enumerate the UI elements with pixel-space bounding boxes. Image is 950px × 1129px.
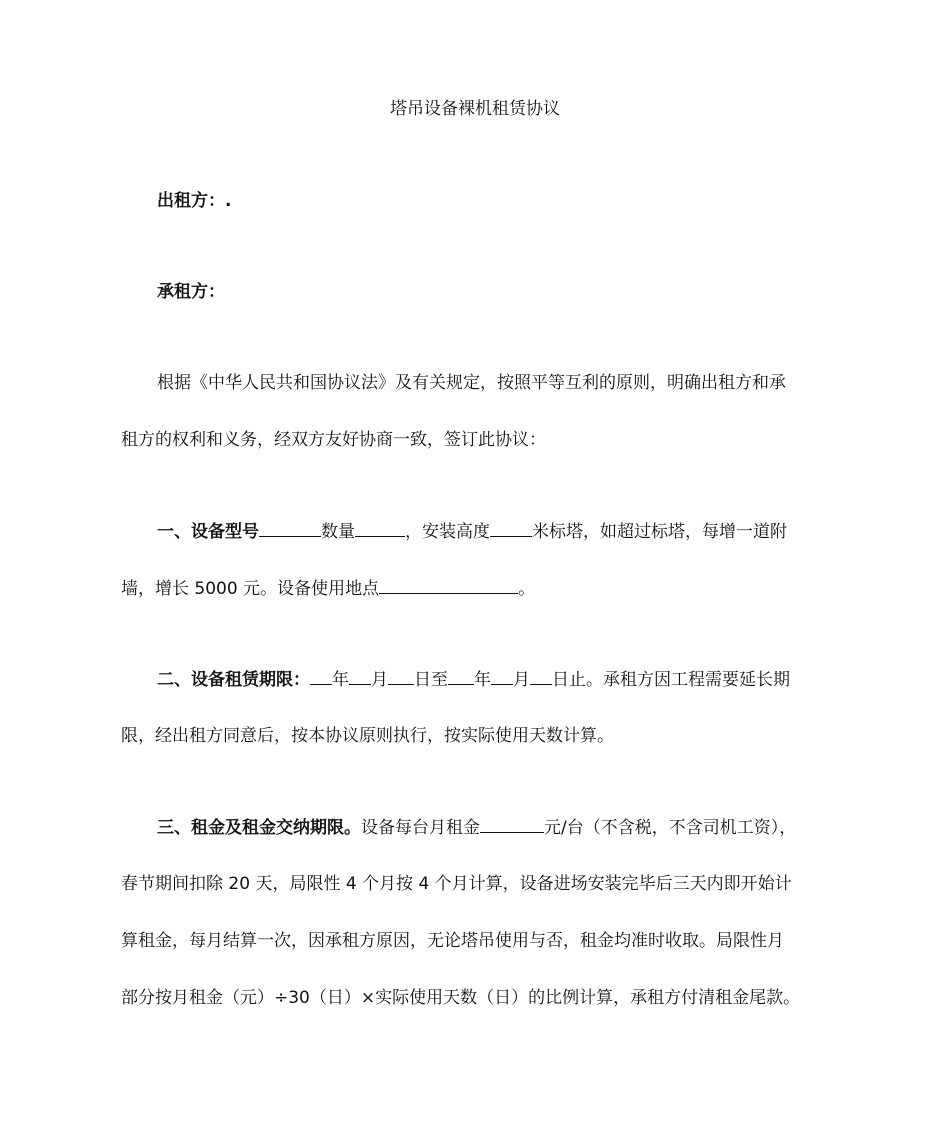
clause-2-heading: 二、设备租赁期限： <box>157 670 310 690</box>
height-label: ，安装高度 <box>405 522 490 542</box>
clause-1-line-2-head: 墙，增长 5000 元。设备使用地点 <box>121 579 380 599</box>
clause-2-line-2: 限，经出租方同意后，按本协议原则执行，按实际使用天数计算。 <box>121 726 614 746</box>
end-month-blank <box>491 666 513 685</box>
end-day-blank <box>530 666 552 685</box>
end-day-label: 日止。承租方因工程需要延长期 <box>552 670 790 690</box>
clause-3-line-1-tail: 元/台（不含税，不含司机工资）， <box>544 818 797 838</box>
end-year-blank <box>448 666 474 685</box>
clause-1-line-2-end: 。 <box>518 579 536 599</box>
quantity-blank <box>355 518 405 537</box>
start-day-blank <box>388 666 414 685</box>
start-year-label: 年 <box>332 670 349 690</box>
clause-1-line-1-tail: 米标塔，如超过标塔，每增一道附 <box>532 522 787 542</box>
clause-3-heading: 三、租金及租金交纳期限。 <box>157 818 361 838</box>
clause-1-line-2 <box>121 575 535 602</box>
quantity-label: 数量 <box>321 522 355 542</box>
end-month-label: 月 <box>513 670 530 690</box>
clause-3-line-1 <box>157 814 796 841</box>
start-day-label: 日至 <box>414 670 448 690</box>
document-title: 塔吊设备裸机租赁协议 <box>390 99 560 119</box>
clause-1-heading: 一、设备型号 <box>157 522 259 542</box>
lessee-label: 承租方： <box>157 282 225 302</box>
lessor-label: 出租方：. <box>157 191 232 211</box>
clause-1-line-1 <box>157 518 787 545</box>
clause-3-line-4: 部分按月租金（元）÷30（日）×实际使用天数（日）的比例计算，承租方付清租金尾款。 <box>121 988 801 1008</box>
preamble-line-1: 根据《中华人民共和国协议法》及有关规定，按照平等互利的原则，明确出租方和承 <box>157 373 786 393</box>
end-year-label: 年 <box>474 670 491 690</box>
start-year-blank <box>310 666 332 685</box>
start-month-label: 月 <box>371 670 388 690</box>
clause-3-line-1-text: 设备每台月租金 <box>361 818 480 838</box>
clause-3-line-3: 算租金，每月结算一次，因承租方原因，无论塔吊使用与否，租金均准时收取。局限性月 <box>121 931 784 951</box>
location-blank <box>379 575 518 594</box>
clause-3-line-2: 春节期间扣除 20 天，局限性 4 个月按 4 个月计算，设备进场安装完毕后三天内即开始计 <box>121 874 792 894</box>
height-blank <box>490 518 532 537</box>
clause-2-line-1 <box>157 666 790 693</box>
start-month-blank <box>349 666 371 685</box>
preamble-line-2: 租方的权利和义务，经双方友好协商一致，签订此协议： <box>121 430 546 450</box>
model-blank <box>259 518 321 537</box>
monthly-rent-blank <box>480 814 544 833</box>
